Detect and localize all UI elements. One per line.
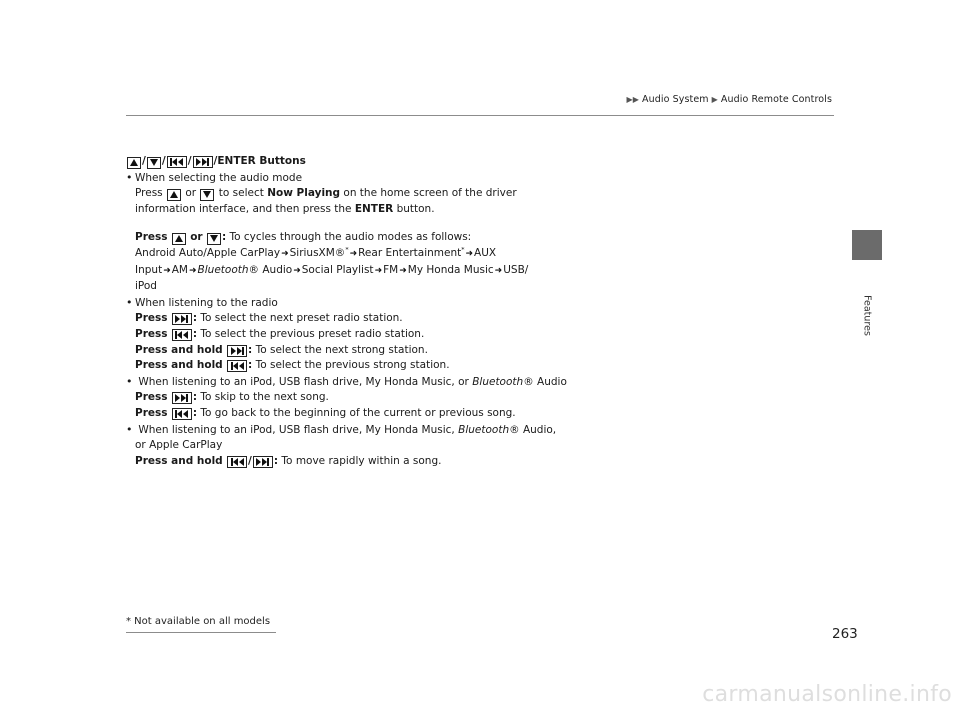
skip-forward-icon [172,392,192,404]
body-text: Press or to select Now Playing on the home screen of the driver [135,187,517,200]
skip-forward-icon [172,313,192,325]
body-text: Input➜AM➜Bluetooth® Audio➜Social Playlist➜FM➜My Honda Music➜USB/ [135,263,529,276]
page-number: 263 [832,626,858,642]
arrow-right-icon: ➜ [189,265,197,276]
arrow-right-icon: ➜ [399,265,407,276]
arrow-right-icon: ➜ [374,265,383,276]
triangle-right-icon: ▶ [711,95,718,104]
skip-back-icon [167,156,187,168]
main-content [126,154,826,469]
list-item: • When listening to the radio [126,295,826,312]
triangle-down-icon [207,233,221,245]
triangle-up-icon [167,189,181,201]
triangle-up-icon [127,157,141,169]
double-triangle-right-icon: ▶▶ [626,95,639,104]
body-text: Press : To go back to the beginning of the current or previous song. [135,406,516,419]
breadcrumb [626,94,832,105]
section-tab-label: Features [861,295,873,336]
spacer [126,217,826,230]
arrow-right-icon: ➜ [349,248,358,259]
arrow-right-icon: ➜ [281,248,289,259]
list-item: • When listening to an iPod, USB flash drive, My Honda Music, or Bluetooth® Audio [126,374,826,391]
body-text: Press and hold : To select the next strong station. [135,343,428,356]
list-item: • When listening to an iPod, USB flash drive, My Honda Music, Bluetooth® Audio, [126,422,826,439]
list-item: • When selecting the audio mode [126,170,826,187]
arrow-right-icon: ➜ [494,265,503,276]
triangle-down-icon [200,189,214,201]
skip-back-icon [172,408,192,420]
skip-back-icon [172,329,192,341]
triangle-up-icon [172,233,186,245]
arrow-right-icon: ➜ [465,248,474,259]
skip-forward-icon [253,456,273,468]
section-tab-marker [852,230,882,260]
footnote: * Not available on all models [126,616,271,627]
arrow-right-icon: ➜ [293,265,301,276]
arrow-right-icon: ➜ [163,265,171,276]
skip-back-icon [227,456,247,468]
body-text: Android Auto/Apple CarPlay➜SiriusXM®*➜Rear Entertainment*➜AUX [135,245,497,259]
body-text: Press or : To cycles through the audio modes as follows: [135,231,472,244]
body-text: or Apple CarPlay [135,439,223,452]
footnote-divider [126,632,276,633]
skip-back-icon [227,360,247,372]
body-text: Press and hold : To select the previous strong station. [135,359,450,372]
body-text: Press : To select the previous preset radio station. [135,327,425,340]
skip-forward-icon [193,156,213,168]
skip-forward-icon [227,345,247,357]
section-heading: / / / /ENTER Buttons [126,154,826,170]
header-divider [126,115,834,116]
breadcrumb-audio-remote-controls[interactable]: Audio Remote Controls [720,94,832,105]
body-text: information interface, and then press the ENTER button. [135,202,435,215]
body-text: Press and hold / : To move rapidly within a song. [135,454,442,467]
body-text: Press : To select the next preset radio station. [135,312,403,325]
body-text: Press : To skip to the next song. [135,391,329,404]
watermark: carmanualsonline.info [702,682,952,707]
body-text: iPod [135,280,157,293]
triangle-down-icon [147,157,161,169]
breadcrumb-audio-system[interactable]: Audio System [641,94,709,105]
